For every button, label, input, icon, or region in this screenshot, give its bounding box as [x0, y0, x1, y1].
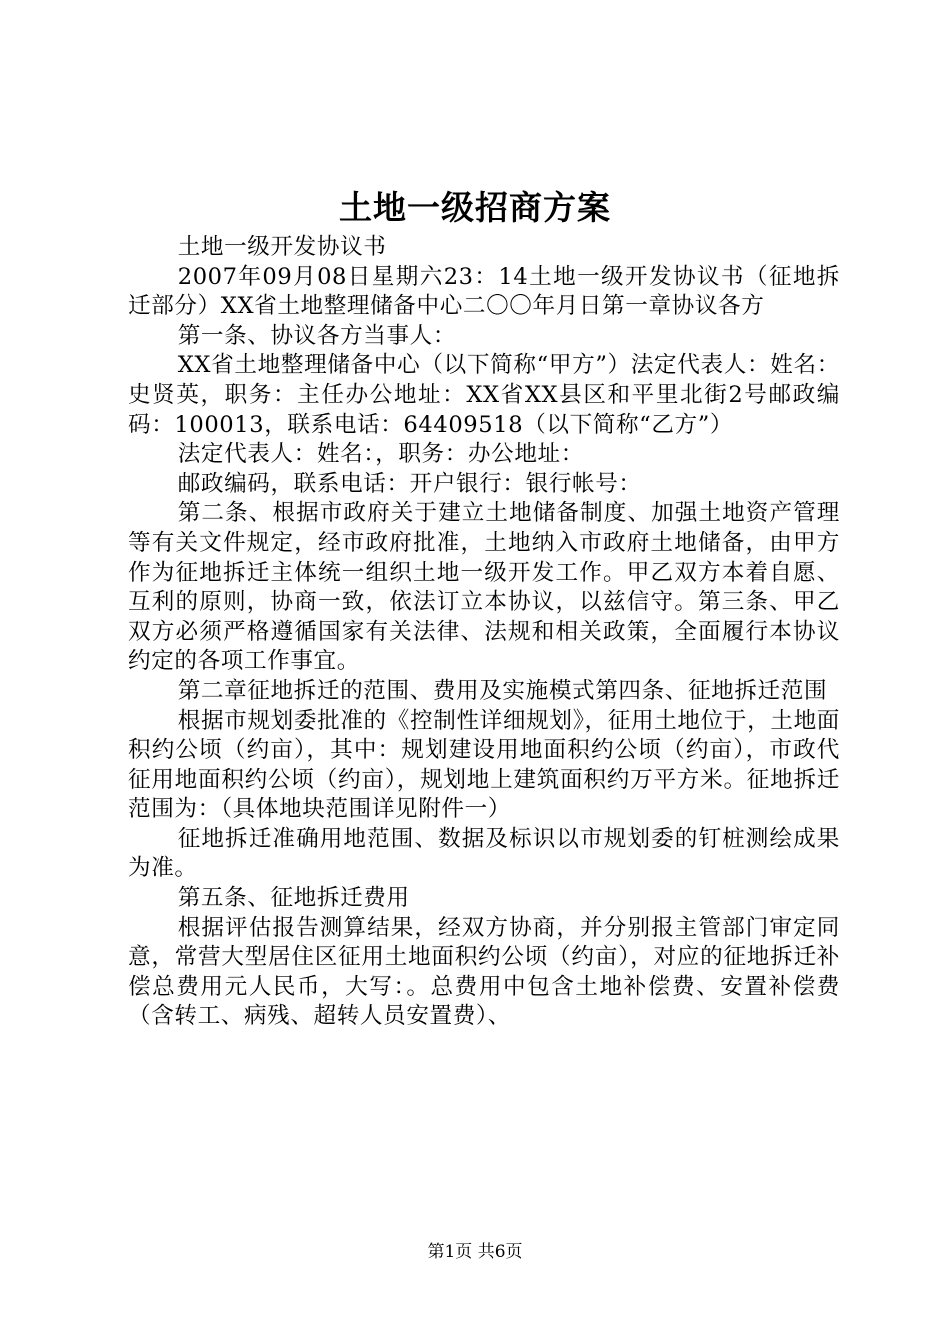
paragraph-compensation: 根据评估报告测算结果，经双方协商，并分别报主管部门审定同意，常营大型居住区征用土地面积约公顷（约亩），对应的征地拆迁补偿总费用元人民币，大写：。总费用中包含土地补偿费、安置补偿费（含转工、病残、超转人员安置费）、	[128, 914, 840, 1030]
paragraph-land-scope: 根据市规划委批准的《控制性详细规划》，征用土地位于，土地面积约公顷（约亩），其中：规划建设用地面积约公顷（约亩），市政代征用地面积约公顷（约亩），规划地上建筑面积约万平方米。征地拆迁范围为：（具体地块范围详见附件一）	[128, 707, 840, 823]
paragraph-party-a: XX省土地整理储备中心（以下简称“甲方”）法定代表人：姓名：史贤英，职务：主任办公地址：XX省XX县区和平里北街2号邮政编码：100013，联系电话：64409518（以下简称“乙方”）	[128, 352, 840, 438]
paragraph-bank-info: 邮政编码，联系电话：开户银行：银行帐号：	[177, 470, 642, 497]
paragraph-chapter-2: 第二章征地拆迁的范围、费用及实施模式第四条、征地拆迁范围	[177, 677, 828, 704]
document-body	[128, 233, 840, 1032]
paragraph-survey-basis: 征地拆迁准确用地范围、数据及标识以市规划委的钉桩测绘成果为准。	[128, 825, 840, 882]
paragraph-article-1: 第一条、协议各方当事人：	[177, 322, 457, 349]
paragraph-date-intro: 2007年09月08日星期六23：14土地一级开发协议书（征地拆迁部分）XX省土地整理储备中心二〇〇年月日第一章协议各方	[128, 263, 840, 320]
paragraph-heading: 土地一级开发协议书	[177, 234, 387, 260]
paragraph-article-2-3: 第二条、根据市政府关于建立土地储备制度、加强土地资产管理等有关文件规定，经市政府批准，土地纳入市政府土地储备，由甲方作为征地拆迁主体统一组织土地一级开发工作。甲乙双方本着自愿、互利的原则，协商一致，依法订立本协议，以兹信守。第三条、甲乙双方必须严格遵循国家有关法律、法规和相关政策，全面履行本协议约定的各项工作事宜。	[128, 500, 840, 675]
paragraph-article-5: 第五条、征地拆迁费用	[177, 885, 410, 912]
document-title: 土地一级招商方案	[339, 188, 611, 227]
page-footer: 第1页 共6页	[427, 1242, 523, 1262]
paragraph-legal-rep: 法定代表人：姓名：，职务：办公地址：	[177, 441, 584, 468]
